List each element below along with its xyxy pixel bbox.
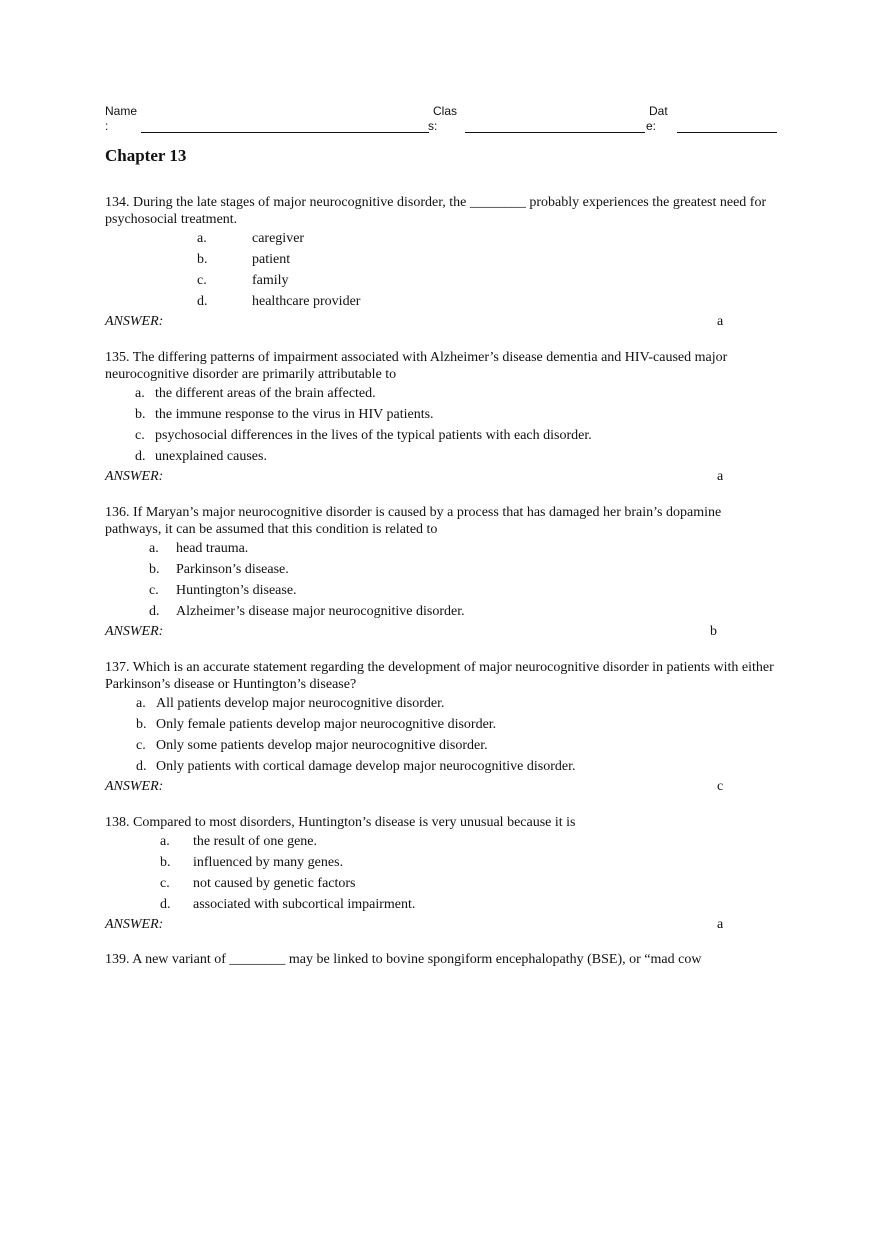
option-text: Only patients with cortical damage develop major neurocognitive disorder.	[156, 759, 576, 774]
option-letter: d.	[197, 294, 208, 309]
option-letter: d.	[135, 449, 146, 464]
question-135	[105, 349, 777, 487]
option-c	[105, 580, 777, 601]
chapter-title: Chapter 13	[105, 146, 187, 165]
question-138	[105, 814, 777, 935]
option-letter: a.	[197, 231, 207, 246]
option-letter: b.	[197, 252, 208, 267]
option-letter: d.	[136, 759, 147, 774]
worksheet-header	[105, 104, 777, 136]
option-text: psychosocial differences in the lives of the typical patients with each disorder.	[155, 428, 592, 443]
option-letter: a.	[149, 541, 159, 556]
date-label-bottom: e:	[646, 119, 657, 133]
answer-row	[105, 312, 777, 332]
option-text: patient	[252, 252, 291, 267]
name-label-bottom: :	[105, 119, 109, 133]
option-letter: a.	[135, 386, 145, 401]
option-text: influenced by many genes.	[193, 855, 344, 870]
option-letter: d.	[149, 604, 160, 619]
option-text: Huntington’s disease.	[176, 583, 297, 598]
question-139	[105, 951, 777, 968]
answer-row	[105, 622, 777, 642]
answer-label: ANSWER:	[105, 624, 164, 639]
question-stem: 138. Compared to most disorders, Huntington’s disease is very unusual because it is	[105, 815, 576, 830]
option-text: caregiver	[252, 231, 305, 246]
option-letter: a.	[136, 696, 146, 711]
option-c	[105, 735, 777, 756]
option-a	[105, 693, 777, 714]
option-letter: c.	[160, 876, 170, 891]
option-b	[105, 714, 777, 735]
class-label-bottom: s:	[428, 119, 438, 133]
option-a	[105, 831, 777, 852]
date-label-top: Dat	[649, 104, 668, 118]
option-c	[105, 270, 777, 291]
answer-row	[105, 467, 777, 487]
option-letter: b.	[135, 407, 146, 422]
option-d	[105, 291, 777, 312]
option-letter: c.	[135, 428, 145, 443]
question-136	[105, 504, 777, 642]
question-stem: 139. A new variant of ________ may be linked to bovine spongiform encephalopathy (BSE), or “mad cow	[105, 952, 702, 967]
option-letter: b.	[136, 717, 147, 732]
option-text: family	[252, 273, 289, 288]
option-text: not caused by genetic factors	[193, 876, 356, 891]
class-label-top: Clas	[433, 104, 458, 118]
answer-value: a	[717, 917, 724, 932]
option-text: Alzheimer’s disease major neurocognitive disorder.	[176, 604, 465, 619]
option-a	[105, 383, 777, 404]
option-letter: c.	[149, 583, 159, 598]
option-c	[105, 425, 777, 446]
option-text: healthcare provider	[252, 294, 361, 309]
answer-label: ANSWER:	[105, 469, 164, 484]
class-underline	[465, 132, 645, 133]
answer-label: ANSWER:	[105, 314, 164, 329]
option-letter: b.	[149, 562, 160, 577]
option-text: Only some patients develop major neurocognitive disorder.	[156, 738, 488, 753]
answer-row	[105, 777, 777, 797]
option-b	[105, 249, 777, 270]
answer-value: a	[717, 469, 724, 484]
question-134	[105, 194, 777, 332]
answer-value: b	[710, 624, 717, 639]
option-text: head trauma.	[176, 541, 249, 556]
option-d	[105, 894, 777, 915]
option-letter: b.	[160, 855, 171, 870]
option-a	[105, 538, 777, 559]
answer-row	[105, 915, 777, 935]
option-letter: c.	[197, 273, 207, 288]
answer-value: a	[717, 314, 724, 329]
answer-value: c	[717, 779, 724, 794]
option-text: the different areas of the brain affected.	[155, 386, 376, 401]
question-stem: 137. Which is an accurate statement regarding the development of major neurocognitive disorder in patients with either Parkinson’s disease or Huntington’s disease?	[105, 660, 774, 692]
option-text: Parkinson’s disease.	[176, 562, 289, 577]
option-letter: c.	[136, 738, 146, 753]
option-text: the result of one gene.	[193, 834, 318, 849]
option-letter: d.	[160, 897, 171, 912]
question-stem: 136. If Maryan’s major neurocognitive disorder is caused by a process that has damaged her brain’s dopamine pathways, it can be assumed that this condition is related to	[105, 505, 722, 537]
option-b	[105, 404, 777, 425]
option-c	[105, 873, 777, 894]
option-d	[105, 601, 777, 622]
answer-label: ANSWER:	[105, 917, 164, 932]
option-b	[105, 559, 777, 580]
name-underline	[141, 132, 429, 133]
option-a	[105, 228, 777, 249]
option-d	[105, 446, 777, 467]
option-text: Only female patients develop major neurocognitive disorder.	[156, 717, 497, 732]
date-underline	[677, 132, 777, 133]
option-text: unexplained causes.	[155, 449, 267, 464]
answer-label: ANSWER:	[105, 779, 164, 794]
option-b	[105, 852, 777, 873]
option-d	[105, 756, 777, 777]
option-text: associated with subcortical impairment.	[193, 897, 416, 912]
option-text: All patients develop major neurocognitive disorder.	[156, 696, 445, 711]
question-137	[105, 659, 777, 797]
name-label-top: Name	[105, 104, 138, 118]
option-letter: a.	[160, 834, 170, 849]
question-stem: 134. During the late stages of major neurocognitive disorder, the ________ probably experiences the greatest need for psychosocial treatment.	[105, 195, 767, 227]
question-stem: 135. The differing patterns of impairment associated with Alzheimer’s disease dementia and HIV-caused major neurocognitive disorder are primarily attributable to	[105, 350, 728, 382]
option-text: the immune response to the virus in HIV patients.	[155, 407, 434, 422]
